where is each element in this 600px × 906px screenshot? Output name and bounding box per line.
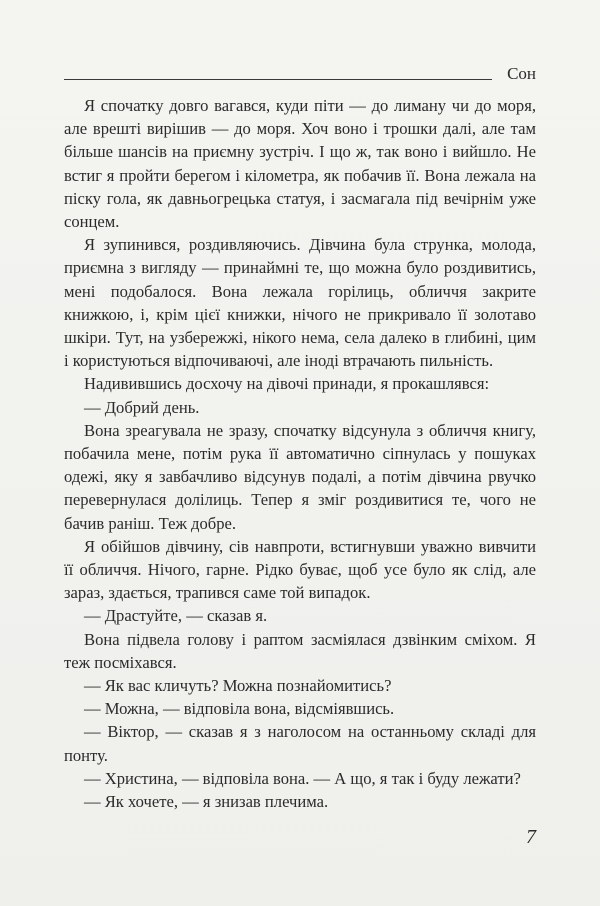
- paragraph: Я спочатку довго вагався, куди піти — до лиману чи до моря, але врешті вирішив — до моря. Хоч воно і трошки далі, але там більше шансів на приємну зустріч. І що ж, так воно і вийшло. Не встиг я пройти берегом і кілометра, як побачив її. Вона лежала на піску гола, як давньогрецька статуя, і засмагала під вечірнім уже сонцем.: [64, 96, 536, 232]
- paragraph: — Добрий день.: [84, 397, 200, 417]
- paragraph: Вона підвела голову і раптом засміялася дзвінким сміхом. Я теж посміхався.: [64, 629, 536, 672]
- paragraph: — Як вас кличуть? Можна познайомитись?: [84, 676, 392, 696]
- paragraph: Я обійшов дівчину, сів навпроти, встигнувши уважно вивчити її обличчя. Нічого, гарне. Рідко буває, щоб усе було як слід, але зараз, здається, трапився саме той випадок.: [64, 536, 536, 603]
- paragraph: — Можна, — відповіла вона, відсміявшись.: [84, 699, 395, 719]
- paragraph: — Як хочете, — я знизав плечима.: [84, 792, 329, 812]
- header-rule: [64, 79, 492, 80]
- paragraph: — Віктор, — сказав я з наголосом на останньому складі для понту.: [64, 722, 536, 765]
- paragraph: Надивившись досхочу на дівочі принади, я прокашлявся:: [84, 374, 490, 394]
- paragraph: — Драстуйте, — сказав я.: [84, 606, 268, 626]
- paragraph: — Христина, — відповіла вона. — А що, я так і буду лежати?: [84, 768, 521, 788]
- body-text: [64, 94, 536, 813]
- running-head-title: Сон: [507, 64, 536, 83]
- paragraph: Я зупинився, роздивляючись. Дівчина була струнка, молода, приємна з вигляду — принаймні те, що можна було роздивитись, мені подобалося. Вона лежала горілиць, обличчя закрите книжкою, і, крім цієї книжки, нічого не прикривало її золотаво шкіри. Тут, на узбережжі, нікого нема, села далеко в глибині, цим і користуються відпочиваючі, але іноді втрачають пильність.: [64, 235, 536, 371]
- running-head: [64, 58, 536, 84]
- paragraph: Вона зреагувала не зразу, спочатку відсунула з обличчя книгу, побачила мене, потім рука її автоматично сіпнулась у пошуках одежі, яку я завбачливо відсунув подалі, а потім дівчина рвучко перевернулася долілиць. Тепер я зміг роздивитися те, чого не бачив раніш. Теж добре.: [64, 420, 536, 533]
- page-number: 7: [526, 826, 536, 848]
